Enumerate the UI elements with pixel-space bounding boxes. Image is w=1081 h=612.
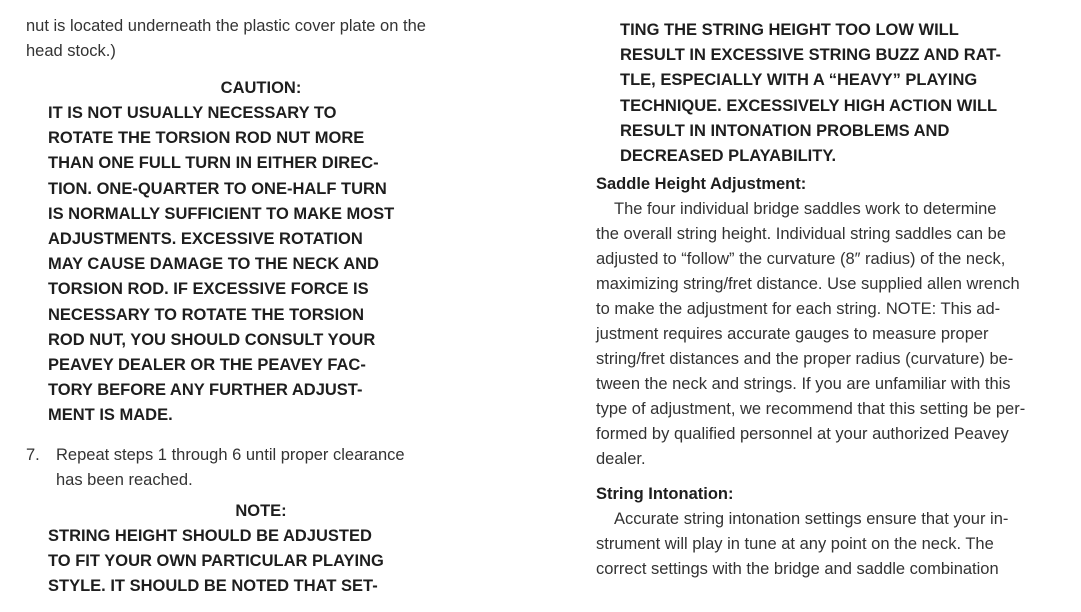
caution-line: ROD NUT, YOU SHOULD CONSULT YOUR (48, 330, 376, 349)
caution-line: TORSION ROD. IF EXCESSIVE FORCE IS (48, 280, 369, 299)
saddle-text (596, 197, 1061, 472)
note-continuation-line: DECREASED PLAYABILITY. (620, 147, 837, 166)
intonation-line: Accurate string intonation settings ensure that your in- (614, 510, 1009, 529)
caution-heading: CAUTION: (220, 79, 302, 97)
note-heading: NOTE: (235, 501, 287, 520)
saddle-line: tween the neck and strings. If you are unfamiliar with this (596, 375, 1011, 394)
caution-line: ROTATE THE TORSION ROD NUT MORE (48, 129, 365, 148)
caution-line: THAN ONE FULL TURN IN EITHER DIREC- (48, 154, 379, 173)
saddle-line: The four individual bridge saddles work to determine (614, 200, 997, 219)
saddle-line: adjusted to “follow” the curvature (8″ radius) of the neck, (596, 250, 1006, 269)
note-line: STRING HEIGHT SHOULD BE ADJUSTED (48, 526, 372, 545)
step-line: Repeat steps 1 through 6 until proper clearance (56, 445, 405, 464)
saddle-line: string/fret distances and the proper radius (curvature) be- (596, 350, 1014, 369)
intro-line: nut is located underneath the plastic cover plate on the (26, 17, 426, 35)
caution-line: TORY BEFORE ANY FURTHER ADJUST- (48, 381, 363, 400)
saddle-line: type of adjustment, we recommend that this setting be per- (596, 400, 1026, 419)
caution-text (48, 101, 468, 429)
caution-block (26, 76, 496, 429)
step-number: 7. (26, 445, 40, 464)
saddle-line: justment requires accurate gauges to measure proper (596, 325, 989, 344)
note-text (48, 524, 468, 600)
saddle-line: the overall string height. Individual string saddles can be (596, 225, 1006, 244)
step-text (56, 443, 471, 493)
caution-line: TION. ONE-QUARTER TO ONE-HALF TURN (48, 179, 387, 198)
note-block (26, 499, 496, 600)
caution-line: IS NORMALLY SUFFICIENT TO MAKE MOST (48, 204, 395, 223)
intonation-text (596, 507, 1061, 582)
note-continuation-line: TECHNIQUE. EXCESSIVELY HIGH ACTION WILL (620, 96, 998, 115)
caution-line: MENT IS MADE. (48, 406, 173, 425)
note-continuation-line: RESULT IN EXCESSIVE STRING BUZZ AND RAT- (620, 46, 1002, 65)
intonation-section (596, 482, 1061, 582)
saddle-heading: Saddle Height Adjustment: (596, 175, 807, 194)
saddle-line: to make the adjustment for each string. NOTE: This ad- (596, 300, 1001, 319)
note-continuation-line: TING THE STRING HEIGHT TOO LOW WILL (620, 21, 959, 39)
intonation-heading: String Intonation: (596, 485, 734, 504)
step-7 (26, 443, 496, 493)
intonation-line: correct settings with the bridge and saddle combination (596, 560, 999, 579)
note-line: TO FIT YOUR OWN PARTICULAR PLAYING (48, 551, 384, 570)
caution-line: ADJUSTMENTS. EXCESSIVE ROTATION (48, 230, 363, 249)
saddle-line: maximizing string/fret distance. Use supplied allen wrench (596, 275, 1020, 294)
caution-line: MAY CAUSE DAMAGE TO THE NECK AND (48, 255, 379, 274)
note-continuation (620, 18, 1060, 169)
saddle-section (596, 172, 1061, 472)
note-continuation-line: RESULT IN INTONATION PROBLEMS AND (620, 121, 950, 140)
saddle-line: dealer. (596, 450, 646, 469)
caution-line: PEAVEY DEALER OR THE PEAVEY FAC- (48, 356, 366, 375)
intro-line: head stock.) (26, 42, 116, 60)
caution-line: NECESSARY TO ROTATE THE TORSION (48, 305, 364, 324)
note-continuation-line: TLE, ESPECIALLY WITH A “HEAVY” PLAYING (620, 71, 978, 90)
caution-line: IT IS NOT USUALLY NECESSARY TO (48, 104, 337, 122)
saddle-line: formed by qualified personnel at your authorized Peavey (596, 425, 1009, 444)
right-column (596, 0, 1061, 582)
note-line: STYLE. IT SHOULD BE NOTED THAT SET- (48, 577, 378, 596)
step-line: has been reached. (56, 470, 193, 489)
intonation-line: strument will play in tune at any point on the neck. The (596, 535, 994, 554)
left-column (26, 0, 496, 599)
intro-paragraph (26, 14, 496, 64)
